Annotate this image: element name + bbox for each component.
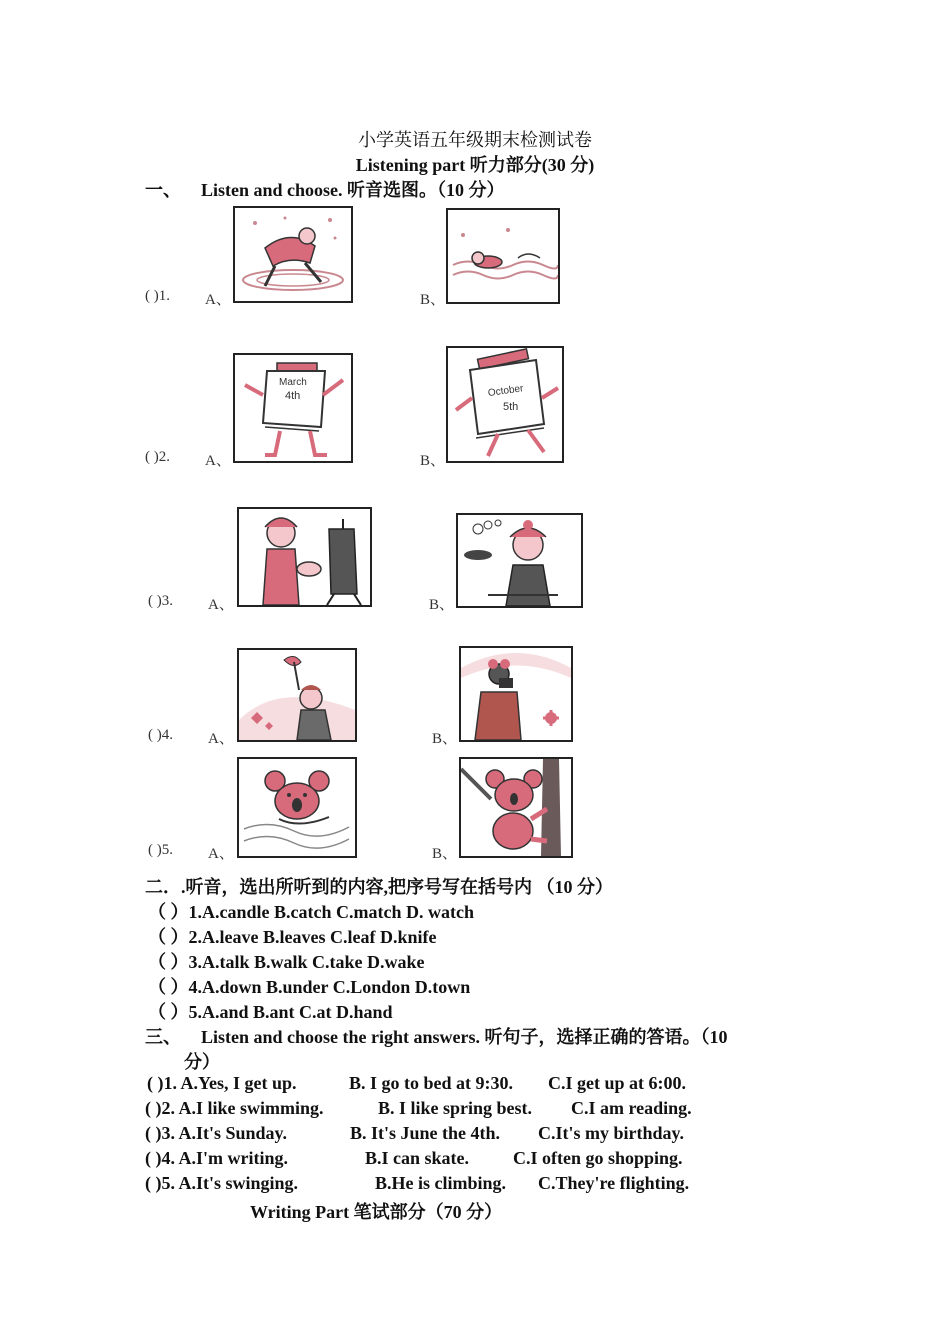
section3-item-4-c: C.I often go shopping. bbox=[513, 1148, 683, 1168]
q3-a-label: A、 bbox=[208, 597, 234, 613]
q4-b-label: B、 bbox=[432, 731, 458, 747]
section3-item-2-a: ( )2. A.I like swimming. bbox=[145, 1098, 324, 1118]
section3-item-4-b: B.I can skate. bbox=[365, 1148, 470, 1168]
section2-item-5: （ ）5.A.and B.ant C.at D.hand bbox=[148, 1002, 393, 1022]
writing-part-heading: Writing Part 笔试部分（70 分） bbox=[250, 1202, 503, 1222]
q5-b-picture[interactable] bbox=[459, 757, 573, 858]
section3-item-5-b: B.He is climbing. bbox=[375, 1173, 507, 1193]
q4-b-picture[interactable] bbox=[459, 646, 573, 742]
section3-item-2-b: B. I like spring best. bbox=[378, 1098, 533, 1118]
section3-item-5-a: ( )5. A.It's swinging. bbox=[145, 1173, 299, 1193]
section3-item-2-c: C.I am reading. bbox=[571, 1098, 692, 1118]
koala-climbing-illustration bbox=[461, 759, 571, 856]
section3-item-1-b: B. I go to bed at 9:30. bbox=[349, 1073, 514, 1093]
calendar-month-text: October bbox=[487, 383, 525, 400]
section2-item-1: （ ）1.A.candle B.catch C.match D. watch bbox=[148, 902, 474, 922]
calendar-day-text: 5th bbox=[503, 401, 519, 413]
q2-label: ( )2. bbox=[145, 449, 170, 465]
q2-b-label: B、 bbox=[420, 453, 446, 469]
girl-cooking-illustration bbox=[458, 515, 581, 606]
section2-item-4: （ ）4.A.down B.under C.London D.town bbox=[148, 977, 471, 997]
section2-item-3: （ ）3.A.talk B.walk C.take D.wake bbox=[148, 952, 425, 972]
section2-heading: 二．.听音，选出所听到的内容,把序号写在括号内 （10 分） bbox=[145, 877, 613, 897]
q2-b-picture[interactable] bbox=[446, 346, 564, 463]
q3-b-picture[interactable] bbox=[456, 513, 583, 608]
q4-a-picture[interactable] bbox=[237, 648, 357, 742]
page-subtitle: Listening part 听力部分(30 分) bbox=[355, 155, 595, 175]
section3-item-1-a: ( )1. A.Yes, I get up. bbox=[147, 1073, 297, 1093]
section3-heading: Listen and choose the right answers. 听句子，选择正确的答语。（10 bbox=[201, 1027, 728, 1047]
calendar-october-illustration bbox=[448, 348, 562, 461]
section3-number: 三、 bbox=[145, 1027, 181, 1047]
q5-label: ( )5. bbox=[148, 842, 173, 858]
calendar-month-text: March bbox=[279, 377, 307, 388]
section3-item-3-a: ( )3. A.It's Sunday. bbox=[145, 1123, 288, 1143]
swimmer-illustration bbox=[448, 210, 558, 302]
section1-heading: Listen and choose. 听音选图。（10 分） bbox=[201, 180, 505, 200]
q1-b-picture[interactable] bbox=[446, 208, 560, 304]
skater-girl-illustration bbox=[235, 208, 351, 301]
q2-a-picture[interactable] bbox=[233, 353, 353, 463]
q5-a-label: A、 bbox=[208, 846, 234, 862]
section3-heading-cont: 分） bbox=[184, 1052, 220, 1072]
q3-a-picture[interactable] bbox=[237, 507, 372, 607]
q1-a-picture[interactable] bbox=[233, 206, 353, 303]
page-title: 小学英语五年级期末检测试卷 bbox=[358, 130, 592, 150]
section1-number: 一、 bbox=[145, 180, 181, 200]
section3-item-1-c: C.I get up at 6:00. bbox=[548, 1073, 686, 1093]
q3-b-label: B、 bbox=[429, 597, 455, 613]
q5-b-label: B、 bbox=[432, 846, 458, 862]
q1-label: ( )1. bbox=[145, 288, 170, 304]
koala-swimming-illustration bbox=[239, 759, 355, 856]
girl-painting-illustration bbox=[239, 509, 370, 605]
q4-a-label: A、 bbox=[208, 731, 234, 747]
section3-item-5-c: C.They're flighting. bbox=[538, 1173, 690, 1193]
section2-item-2: （ ）2.A.leave B.leaves C.leaf D.knife bbox=[148, 927, 437, 947]
calendar-day-text: 4th bbox=[285, 390, 301, 402]
section3-item-3-c: C.It's my birthday. bbox=[538, 1123, 685, 1143]
q4-label: ( )4. bbox=[148, 727, 173, 743]
q2-a-label: A、 bbox=[205, 453, 231, 469]
calendar-march-illustration bbox=[235, 355, 351, 461]
q1-a-label: A、 bbox=[205, 292, 231, 308]
girl-taking-photo-illustration bbox=[461, 648, 571, 740]
q1-b-label: B、 bbox=[420, 292, 446, 308]
section3-item-3-b: B. It's June the 4th. bbox=[350, 1123, 501, 1143]
section3-item-4-a: ( )4. A.I'm writing. bbox=[145, 1148, 288, 1168]
q3-label: ( )3. bbox=[148, 593, 173, 609]
q5-a-picture[interactable] bbox=[237, 757, 357, 858]
boy-catching-leaf-illustration bbox=[239, 650, 355, 740]
